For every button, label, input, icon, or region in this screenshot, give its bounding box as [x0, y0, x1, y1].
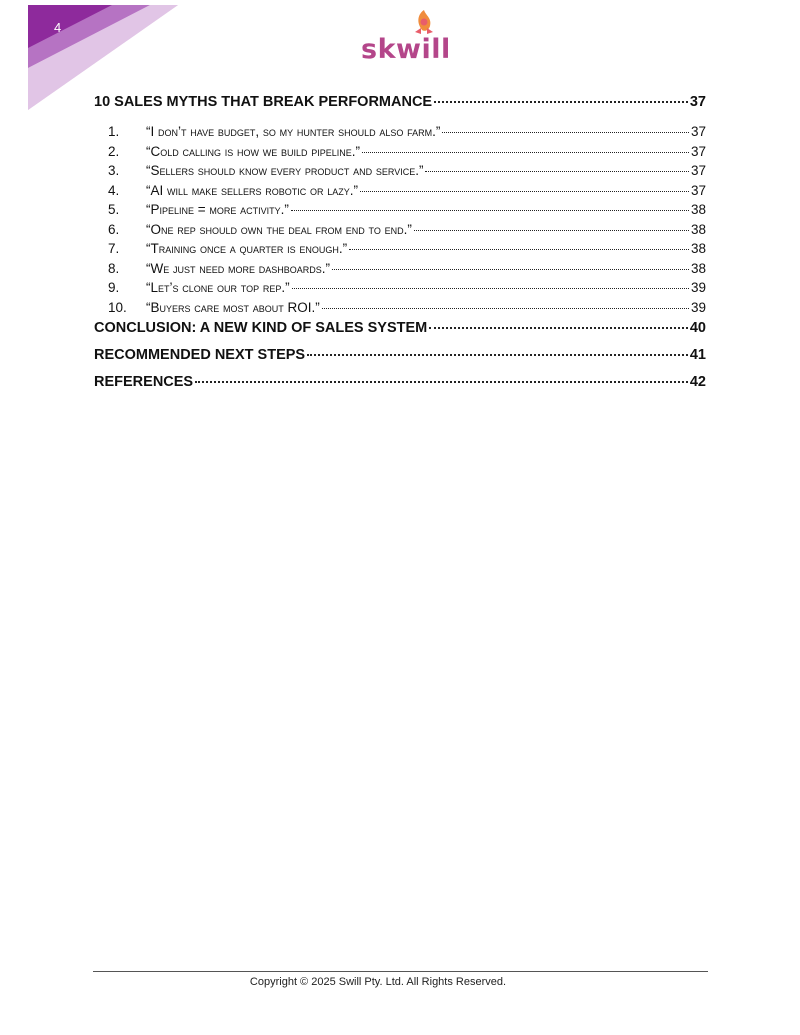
myth-title: “Pipeline = more activity.”: [146, 202, 289, 217]
myth-page: 39: [690, 299, 706, 315]
toc-myth-item[interactable]: [94, 202, 706, 222]
dot-leader: [442, 131, 689, 133]
myth-title: “AI will make sellers robotic or lazy.”: [146, 182, 359, 198]
myth-page: 38: [690, 202, 706, 217]
myth-page: 37: [690, 182, 706, 198]
dot-leader: [349, 248, 689, 250]
myth-page: 38: [690, 221, 706, 237]
dot-leader: [425, 170, 688, 172]
myth-page: 37: [690, 143, 706, 159]
dot-leader: [292, 287, 689, 289]
myth-title: “Training once a quarter is enough.”: [146, 241, 348, 256]
dot-leader: [332, 268, 689, 270]
toc-myth-item[interactable]: [94, 183, 706, 203]
myth-number: 3.: [108, 163, 120, 178]
toc-myth-item[interactable]: [94, 124, 706, 144]
dot-leader: [291, 209, 689, 211]
toc-entry-conclusion[interactable]: [94, 320, 706, 347]
toc-myths-list: [94, 124, 706, 319]
dot-leader: [362, 151, 689, 153]
myth-number: 6.: [108, 221, 120, 237]
dot-leader: [195, 380, 688, 383]
myth-number: 8.: [108, 260, 120, 276]
myth-title: “Sellers should know every product and service.”: [146, 163, 424, 178]
myth-page: 37: [690, 163, 706, 178]
dot-leader: [322, 307, 689, 309]
toc-myth-item[interactable]: [94, 222, 706, 242]
toc-entry-title: RECOMMENDED NEXT STEPS: [94, 347, 306, 363]
toc-entry-myths[interactable]: [94, 94, 706, 121]
myth-title: “We just need more dashboards.”: [146, 260, 331, 276]
footer-divider: [93, 971, 708, 972]
myth-number: 2.: [108, 143, 120, 159]
toc-entry-title: REFERENCES: [94, 374, 194, 390]
toc-entry-page: 42: [689, 374, 706, 390]
dot-leader: [434, 100, 688, 103]
footer-copyright: Copyright © 2025 Swill Pty. Ltd. All Rights Reserved.: [249, 976, 507, 988]
myth-number: 7.: [108, 241, 120, 256]
toc-section-myths: [94, 94, 706, 121]
toc-myth-item[interactable]: [94, 144, 706, 164]
myth-number: 5.: [108, 202, 120, 217]
toc-entry-title: CONCLUSION: A NEW KIND OF SALES SYSTEM: [94, 320, 428, 336]
toc-entry-next-steps[interactable]: [94, 347, 706, 374]
dot-leader: [307, 353, 688, 356]
myth-page: 39: [690, 280, 706, 295]
myth-page: 37: [690, 124, 706, 139]
toc-myth-item[interactable]: [94, 261, 706, 281]
toc-myth-item[interactable]: [94, 163, 706, 183]
toc-myth-item[interactable]: [94, 241, 706, 261]
myth-number: 1.: [108, 124, 120, 139]
myth-number: 9.: [108, 280, 120, 295]
myth-title: “Let’s clone our top rep.”: [146, 280, 290, 295]
myth-title: “Buyers care most about ROI.”: [146, 299, 320, 315]
myth-number: 10.: [108, 299, 127, 315]
dot-leader: [429, 326, 688, 329]
toc-entry-page: 37: [689, 94, 706, 110]
dot-leader: [414, 229, 689, 231]
myth-page: 38: [690, 241, 706, 256]
toc-closing-list: [94, 320, 706, 401]
myth-number: 4.: [108, 182, 120, 198]
toc-myth-item[interactable]: [94, 300, 706, 320]
page-number: 4: [54, 20, 62, 35]
myth-title: “Cold calling is how we build pipeline.”: [146, 143, 361, 159]
toc-entry-page: 40: [689, 320, 706, 336]
dot-leader: [360, 190, 689, 192]
toc-entry-references[interactable]: [94, 374, 706, 401]
toc-entry-title: 10 SALES MYTHS THAT BREAK PERFORMANCE: [94, 94, 433, 110]
toc-myth-item[interactable]: [94, 280, 706, 300]
myth-title: “I don’t have budget, so my hunter should also farm.”: [146, 124, 441, 139]
myth-page: 38: [690, 260, 706, 276]
toc-entry-page: 41: [689, 347, 706, 363]
logo-wordmark: skwill: [361, 34, 451, 65]
myth-title: “One rep should own the deal from end to end.”: [146, 221, 412, 237]
